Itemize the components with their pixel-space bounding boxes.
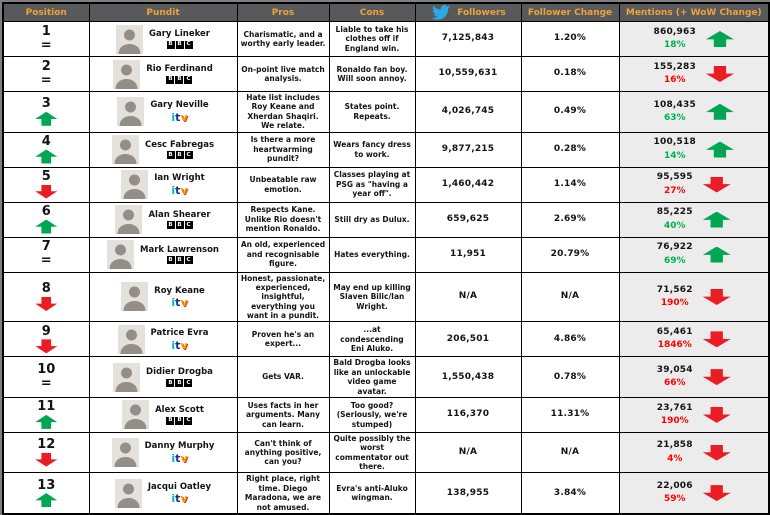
ranking-table [2, 2, 770, 515]
followers-cell: 1,550,438 [415, 357, 521, 398]
mentions-cell [619, 432, 769, 473]
bbc-logo: B B C [168, 76, 191, 83]
followers-cell: 1,460,442 [415, 167, 521, 202]
pundit-name: Mark Lawrenson [140, 244, 219, 255]
mentions-cell [619, 272, 769, 322]
pundit-ranking-table [2, 2, 768, 515]
wow-trend-arrow [703, 407, 731, 423]
cons-cell: Quite possibly the worst commentator out there. [329, 432, 415, 473]
mentions-down-arrow-icon [703, 177, 731, 193]
mentions-cell [619, 473, 769, 514]
wow-trend-arrow [703, 289, 731, 305]
no-change-symbol: = [40, 375, 52, 391]
mentions-cell [619, 132, 769, 167]
pros-cell: Gets VAR. [237, 357, 329, 398]
follower-change-cell: 0.28% [521, 132, 619, 167]
bbc-logo: B B C [168, 417, 191, 424]
table-row [3, 57, 769, 92]
wow-trend-arrow [706, 104, 734, 120]
pundit-cell [89, 473, 237, 514]
header-label: Mentions (+ WoW Change) [625, 7, 762, 18]
pros-cell: Respects Kane. Unlike Rio doesn't mention Ronaldo. [237, 202, 329, 237]
mentions-count: 108,435 [653, 99, 696, 110]
pundit-photo [107, 240, 134, 269]
followers-cell: N/A [415, 432, 521, 473]
follower-change-cell: 0.78% [521, 357, 619, 398]
column-header-mentions [619, 3, 769, 22]
position-trend [7, 149, 86, 164]
itv-logo: itv [171, 111, 188, 125]
mentions-cell [619, 322, 769, 357]
mentions-count: 155,283 [653, 61, 696, 72]
pundit-name: Danny Murphy [144, 441, 215, 452]
table-row [3, 397, 769, 432]
pros-cell: Right place, right time. Diego Maradona, we are not amused. [237, 473, 329, 514]
table-row [3, 272, 769, 322]
mentions-cell [619, 167, 769, 202]
table-row [3, 22, 769, 57]
position-cell [3, 272, 89, 322]
pundit-photo [117, 97, 144, 126]
position-number: 13 [37, 477, 56, 493]
wow-trend-arrow [706, 142, 734, 158]
pundit-cell [89, 132, 237, 167]
position-cell [3, 57, 89, 92]
pundit-cell [89, 92, 237, 133]
wow-change-value: 190% [660, 415, 689, 426]
mentions-count: 65,461 [656, 327, 693, 338]
followers-cell: 206,501 [415, 322, 521, 357]
cons-cell: States point. Repeats. [329, 92, 415, 133]
rank-up-arrow-icon [35, 220, 57, 234]
bbc-logo: B B C [168, 256, 191, 263]
mentions-count: 95,595 [656, 172, 693, 183]
position-number: 10 [37, 361, 56, 377]
mentions-count: 23,761 [656, 402, 693, 413]
rank-up-arrow-icon [35, 415, 57, 429]
position-trend [7, 414, 86, 429]
rank-down-arrow-icon [35, 453, 57, 467]
pundit-photo [115, 205, 142, 234]
wow-trend-arrow [703, 177, 731, 193]
column-header-pundit [89, 3, 237, 22]
cons-cell: Ronaldo fan boy. Will soon annoy. [329, 57, 415, 92]
no-change-symbol: = [40, 253, 52, 269]
follower-change-cell: N/A [521, 432, 619, 473]
cons-cell: Evra's anti-Aluko wingman. [329, 473, 415, 514]
mentions-down-arrow-icon [703, 407, 731, 423]
mentions-cell [619, 397, 769, 432]
position-cell [3, 397, 89, 432]
position-cell [3, 357, 89, 398]
mentions-down-arrow-icon [706, 66, 734, 82]
pundit-photo [121, 282, 148, 311]
rank-up-arrow-icon [35, 493, 57, 507]
table-row [3, 92, 769, 133]
header-label: Followers [457, 7, 506, 18]
position-trend [7, 377, 86, 392]
follower-change-cell: 3.84% [521, 473, 619, 514]
pundit-photo [113, 60, 140, 89]
position-trend [7, 39, 86, 54]
pundit-cell [89, 357, 237, 398]
column-header-cons [329, 3, 415, 22]
pundit-name: Ian Wright [154, 173, 205, 184]
pundit-cell [89, 57, 237, 92]
position-number: 3 [41, 96, 51, 112]
mentions-cell [619, 237, 769, 272]
position-trend [7, 74, 86, 89]
mentions-up-arrow-icon [703, 247, 731, 263]
itv-logo: itv [171, 492, 188, 506]
mentions-cell [619, 57, 769, 92]
mentions-up-arrow-icon [703, 212, 731, 228]
position-cell [3, 22, 89, 57]
cons-cell: Bald Drogba looks like an unlockable video game avatar. [329, 357, 415, 398]
pros-cell: Is there a more heartwarming pundit? [237, 132, 329, 167]
wow-change-value: 18% [663, 40, 686, 50]
mentions-count: 85,225 [656, 207, 693, 218]
position-number: 12 [37, 437, 56, 453]
mentions-down-arrow-icon [703, 369, 731, 385]
follower-change-cell: 0.18% [521, 57, 619, 92]
position-number: 6 [41, 204, 51, 219]
pros-cell: Charismatic, and a worthy early leader. [237, 22, 329, 57]
rank-down-arrow-icon [35, 339, 57, 353]
mentions-down-arrow-icon [703, 445, 731, 461]
follower-change-cell: 1.20% [521, 22, 619, 57]
pundit-cell [89, 202, 237, 237]
pros-cell: Hate list includes Roy Keane and Xherdan Shaqiri. We relate. [237, 92, 329, 133]
mentions-count: 100,518 [653, 137, 696, 148]
position-number: 7 [41, 239, 51, 254]
pundit-name: Alan Shearer [148, 209, 211, 220]
pros-cell: On-point live match analysis. [237, 57, 329, 92]
column-header-followers [415, 3, 521, 22]
itv-logo: itv [171, 338, 188, 352]
wow-change-value: 4% [667, 453, 683, 464]
wow-change-value: 1846% [657, 340, 692, 351]
position-number: 2 [41, 58, 51, 74]
pundit-photo [122, 400, 149, 429]
pundit-name: Cesc Fabregas [144, 139, 215, 150]
cons-cell: Still dry as Dulux. [329, 202, 415, 237]
pros-cell: Uses facts in her arguments. Many can learn. [237, 397, 329, 432]
wow-change-value: 63% [663, 112, 686, 123]
position-cell [3, 202, 89, 237]
wow-trend-arrow [706, 66, 734, 82]
wow-trend-arrow [706, 31, 734, 47]
mentions-down-arrow-icon [703, 485, 731, 501]
pros-cell: Can't think of anything positive, can you? [237, 432, 329, 473]
follower-change-cell: 11.31% [521, 397, 619, 432]
pundit-cell [89, 237, 237, 272]
table-row [3, 237, 769, 272]
wow-trend-arrow [703, 212, 731, 228]
follower-change-cell: 4.86% [521, 322, 619, 357]
mentions-down-arrow-icon [703, 331, 731, 347]
cons-cell: Classes playing at PSG as "having a year off". [329, 167, 415, 202]
pundit-name: Alex Scott [155, 405, 204, 416]
cons-cell: May end up killing Slaven Bilic/Ian Wright. [329, 272, 415, 322]
followers-cell: 7,125,843 [415, 22, 521, 57]
position-cell [3, 322, 89, 357]
position-trend [7, 111, 86, 126]
position-number: 5 [41, 169, 51, 184]
pros-cell: Proven he's an expert... [237, 322, 329, 357]
no-change-symbol: = [40, 37, 52, 53]
wow-trend-arrow [703, 247, 731, 263]
header-label: Pros [271, 7, 295, 18]
page [0, 2, 770, 512]
pundit-cell [89, 322, 237, 357]
pundit-name: Gary Neville [150, 100, 209, 111]
pundit-name: Jacqui Oatley [147, 481, 212, 492]
position-trend [7, 452, 86, 467]
wow-trend-arrow [703, 485, 731, 501]
followers-cell: 659,625 [415, 202, 521, 237]
table-row [3, 132, 769, 167]
pundit-name: Patrice Evra [150, 328, 209, 339]
mentions-count: 76,922 [656, 242, 693, 253]
pundit-name: Gary Lineker [149, 29, 210, 40]
mentions-up-arrow-icon [706, 104, 734, 120]
position-cell [3, 473, 89, 514]
followers-cell: N/A [415, 272, 521, 322]
mentions-count: 39,054 [656, 364, 693, 375]
pundit-cell [89, 272, 237, 322]
position-trend [7, 296, 86, 311]
header-label: Position [25, 7, 67, 18]
position-trend [7, 184, 86, 199]
position-cell [3, 167, 89, 202]
followers-cell: 138,955 [415, 473, 521, 514]
position-trend [7, 493, 86, 508]
pundit-name: Rio Ferdinand [146, 64, 213, 75]
wow-trend-arrow [703, 369, 731, 385]
followers-cell: 116,370 [415, 397, 521, 432]
wow-change-value: 66% [663, 378, 686, 389]
rank-up-arrow-icon [35, 112, 57, 126]
cons-cell: ...at condescending Eni Aluko. [329, 322, 415, 357]
wow-change-value: 27% [663, 185, 686, 196]
follower-change-cell: 0.49% [521, 92, 619, 133]
position-cell [3, 237, 89, 272]
pundit-name: Didier Drogba [146, 367, 213, 378]
mentions-cell [619, 357, 769, 398]
pundit-photo [116, 25, 143, 54]
position-cell [3, 432, 89, 473]
pundit-cell [89, 397, 237, 432]
table-row [3, 167, 769, 202]
pundit-photo [112, 438, 139, 467]
position-trend [7, 219, 86, 234]
follower-change-cell: 1.14% [521, 167, 619, 202]
follower-change-cell: 20.79% [521, 237, 619, 272]
mentions-count: 71,562 [656, 284, 693, 295]
bbc-logo: B B C [168, 221, 191, 228]
mentions-count: 21,858 [656, 440, 693, 451]
cons-cell: Liable to take his clothes off if England win. [329, 22, 415, 57]
mentions-count: 860,963 [653, 26, 696, 37]
twitter-icon [430, 5, 452, 20]
table-row [3, 202, 769, 237]
pundit-photo [115, 479, 142, 508]
position-cell [3, 92, 89, 133]
position-trend [7, 339, 86, 354]
followers-cell: 9,877,215 [415, 132, 521, 167]
position-number: 8 [41, 281, 51, 297]
mentions-up-arrow-icon [706, 142, 734, 158]
pundit-photo [121, 170, 148, 199]
position-number: 1 [41, 23, 51, 39]
rank-down-arrow-icon [35, 297, 57, 311]
itv-logo: itv [171, 296, 188, 310]
column-header-pros [237, 3, 329, 22]
rank-up-arrow-icon [35, 150, 57, 164]
wow-trend-arrow [703, 331, 731, 347]
column-header-position [3, 3, 89, 22]
pros-cell: An old, experienced and recognisable figure. [237, 237, 329, 272]
header-label: Pundit [146, 7, 180, 18]
position-number: 9 [41, 323, 51, 339]
bbc-logo: B B C [168, 151, 191, 158]
wow-change-value: 16% [663, 75, 686, 85]
pundit-cell [89, 22, 237, 57]
follower-change-cell: 2.69% [521, 202, 619, 237]
column-header-follower-change [521, 3, 619, 22]
mentions-cell [619, 22, 769, 57]
header-label: Cons [359, 7, 385, 18]
bbc-logo: B B C [168, 379, 191, 386]
pundit-name: Roy Keane [154, 285, 205, 296]
bbc-logo: B B C [168, 41, 191, 48]
mentions-count: 22,006 [656, 480, 693, 491]
mentions-down-arrow-icon [703, 289, 731, 305]
no-change-symbol: = [40, 72, 52, 88]
followers-cell: 11,951 [415, 237, 521, 272]
wow-change-value: 40% [663, 220, 686, 231]
position-trend [7, 254, 86, 269]
position-number: 4 [41, 134, 51, 149]
pundit-photo [113, 363, 140, 392]
mentions-cell [619, 202, 769, 237]
rank-down-arrow-icon [35, 185, 57, 199]
table-row [3, 322, 769, 357]
mentions-cell [619, 92, 769, 133]
pundit-photo [118, 325, 145, 354]
pundit-cell [89, 167, 237, 202]
itv-logo: itv [171, 451, 188, 465]
followers-cell: 4,026,745 [415, 92, 521, 133]
wow-trend-arrow [703, 445, 731, 461]
header-label: Follower Change [527, 7, 613, 18]
mentions-up-arrow-icon [706, 31, 734, 47]
table-row [3, 473, 769, 514]
pros-cell: Unbeatable raw emotion. [237, 167, 329, 202]
wow-change-value: 14% [663, 150, 686, 161]
position-cell [3, 132, 89, 167]
cons-cell: Too good? (Seriously, we're stumped) [329, 397, 415, 432]
table-row [3, 357, 769, 398]
table-row [3, 432, 769, 473]
table-body [3, 22, 769, 514]
header-row [3, 3, 769, 22]
pros-cell: Honest, passionate, experienced, insightful, everything you want in a pundit. [237, 272, 329, 322]
cons-cell: Wears fancy dress to work. [329, 132, 415, 167]
itv-logo: itv [171, 183, 188, 197]
cons-cell: Hates everything. [329, 237, 415, 272]
follower-change-cell: N/A [521, 272, 619, 322]
pundit-cell [89, 432, 237, 473]
followers-cell: 10,559,631 [415, 57, 521, 92]
pundit-photo [112, 135, 139, 164]
position-number: 11 [37, 399, 56, 415]
wow-change-value: 69% [663, 255, 686, 266]
wow-change-value: 190% [660, 297, 689, 308]
wow-change-value: 59% [663, 494, 686, 505]
